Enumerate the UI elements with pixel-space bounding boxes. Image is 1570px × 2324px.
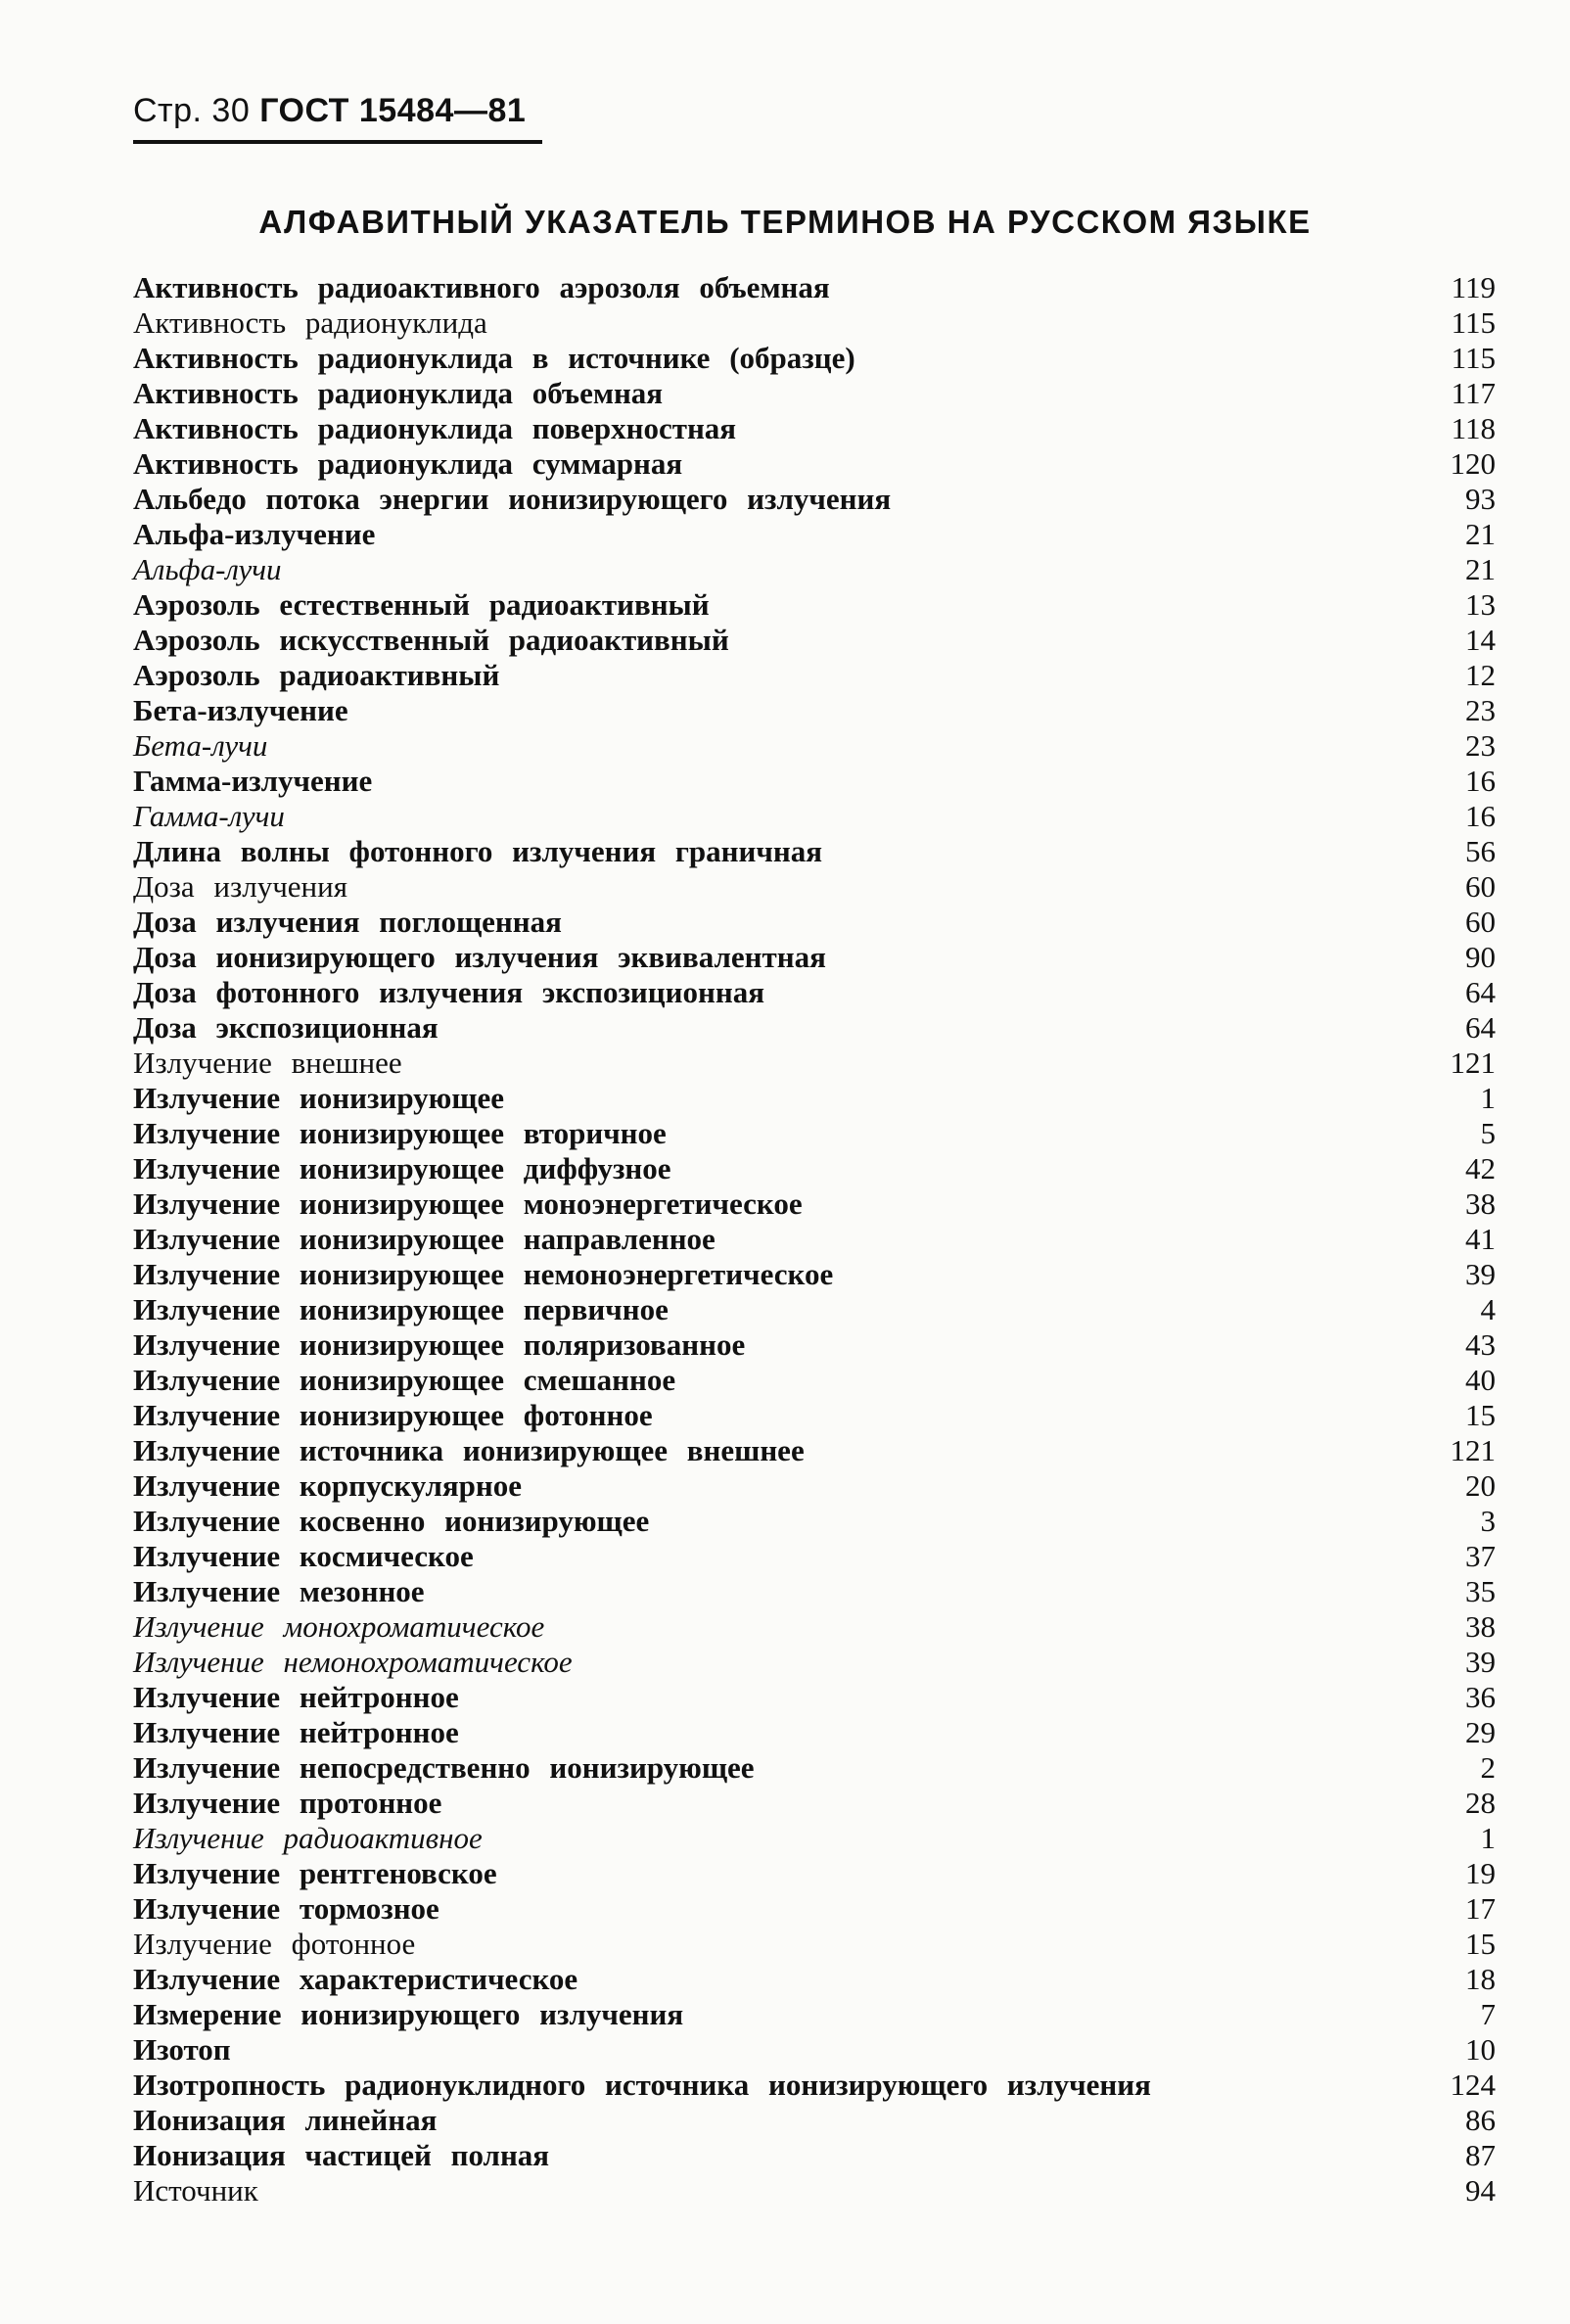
index-entry — [133, 1116, 1496, 1151]
index-term-number: 37 — [1465, 1539, 1496, 1573]
index-term-number: 38 — [1465, 1609, 1496, 1644]
index-entry — [133, 1222, 1496, 1257]
index-entry — [133, 2032, 1496, 2068]
index-term: Излучение мезонное — [133, 1574, 425, 1608]
index-term-number: 28 — [1465, 1786, 1496, 1820]
index-term: Доза фотонного излучения экспозиционная — [133, 975, 765, 1009]
index-term: Аэрозоль искусственный радиоактивный — [133, 623, 729, 657]
index-term-number: 36 — [1465, 1680, 1496, 1714]
index-entry — [133, 446, 1496, 482]
index-term: Излучение ионизирующее немоноэнергетическое — [133, 1257, 834, 1291]
page-number: Стр. 30 — [133, 92, 251, 129]
index-term: Ионизация частицей полная — [133, 2138, 550, 2172]
index-term: Излучение ионизирующее — [133, 1081, 505, 1115]
index-term: Альфа-излучение — [133, 517, 376, 551]
index-term-number: 18 — [1465, 1962, 1496, 1996]
index-term: Аэрозоль естественный радиоактивный — [133, 587, 710, 622]
index-term-number: 124 — [1450, 2068, 1496, 2102]
index-entry — [133, 1257, 1496, 1292]
index-entry — [133, 1363, 1496, 1398]
index-term: Альбедо потока энергии ионизирующего излучения — [133, 482, 892, 516]
index-term-number: 119 — [1451, 270, 1496, 304]
index-term-number: 13 — [1465, 587, 1496, 622]
index-term: Доза ионизирующего излучения эквивалентная — [133, 940, 826, 974]
index-term-number: 5 — [1480, 1116, 1496, 1150]
index-term-number: 20 — [1465, 1468, 1496, 1503]
index-term-number: 21 — [1465, 552, 1496, 586]
index-term: Доза излучения — [133, 869, 347, 904]
index-term: Доза экспозиционная — [133, 1010, 439, 1045]
index-term-number: 3 — [1480, 1504, 1496, 1538]
index-entry — [133, 1821, 1496, 1856]
index-term: Альфа-лучи — [133, 552, 282, 586]
index-entry — [133, 1645, 1496, 1680]
index-term: Излучение ионизирующее смешанное — [133, 1363, 676, 1397]
index-term: Активность радионуклида поверхностная — [133, 411, 737, 445]
index-term-number: 21 — [1465, 517, 1496, 551]
index-entry — [133, 1186, 1496, 1222]
index-term-number: 64 — [1465, 1010, 1496, 1045]
index-term: Ионизация линейная — [133, 2103, 438, 2137]
index-entry — [133, 1010, 1496, 1046]
index-entry — [133, 2138, 1496, 2173]
index-entry — [133, 1468, 1496, 1504]
index-entry — [133, 270, 1496, 305]
index-entry — [133, 1786, 1496, 1821]
index-term-number: 41 — [1465, 1222, 1496, 1256]
index-term: Гамма-излучение — [133, 764, 373, 798]
index-term: Активность радионуклида объемная — [133, 376, 664, 410]
index-term: Излучение космическое — [133, 1539, 474, 1573]
index-term: Бета-лучи — [133, 728, 268, 763]
index-term: Излучение внешнее — [133, 1046, 402, 1080]
index-term: Излучение источника ионизирующее внешнее — [133, 1433, 805, 1467]
index-term-number: 40 — [1465, 1363, 1496, 1397]
index-entry — [133, 2103, 1496, 2138]
index-term-number: 121 — [1450, 1046, 1496, 1080]
index-entry — [133, 1151, 1496, 1186]
index-term: Излучение тормозное — [133, 1891, 439, 1926]
index-entry — [133, 1504, 1496, 1539]
index-term-number: 94 — [1465, 2173, 1496, 2208]
index-entry — [133, 1962, 1496, 1997]
index-entry — [133, 552, 1496, 587]
index-term-number: 17 — [1465, 1891, 1496, 1926]
index-entry — [133, 517, 1496, 552]
index-entry — [133, 376, 1496, 411]
index-entry — [133, 1856, 1496, 1891]
index-term: Излучение ионизирующее направленное — [133, 1222, 716, 1256]
index-term-number: 121 — [1450, 1433, 1496, 1467]
index-entry — [133, 1927, 1496, 1962]
index-entry — [133, 1574, 1496, 1609]
index-entry — [133, 482, 1496, 517]
index-entry — [133, 1046, 1496, 1081]
index-term: Излучение немонохроматическое — [133, 1645, 573, 1679]
index-term: Гамма-лучи — [133, 799, 285, 833]
index-term-number: 1 — [1480, 1081, 1496, 1115]
index-term: Активность радиоактивного аэрозоля объемная — [133, 270, 830, 304]
index-entry — [133, 1292, 1496, 1327]
index-term: Излучение монохроматическое — [133, 1609, 545, 1644]
index-term: Активность радионуклида — [133, 305, 487, 340]
index-term-number: 23 — [1465, 728, 1496, 763]
index-entry — [133, 834, 1496, 869]
index-entry — [133, 2068, 1496, 2103]
index-entry — [133, 1680, 1496, 1715]
page-title: АЛФАВИТНЫЙ УКАЗАТЕЛЬ ТЕРМИНОВ НА РУССКОМ ЯЗЫКЕ — [258, 204, 1312, 240]
index-entry — [133, 693, 1496, 728]
index-term-number: 118 — [1451, 411, 1496, 445]
index-term: Изотропность радионуклидного источника ионизирующего излучения — [133, 2068, 1151, 2102]
index-term-number: 16 — [1465, 764, 1496, 798]
index-term-number: 10 — [1465, 2032, 1496, 2067]
index-term: Излучение характеристическое — [133, 1962, 578, 1996]
index-term: Излучение ионизирующее моноэнергетическое — [133, 1186, 803, 1221]
index-term-number: 43 — [1465, 1327, 1496, 1362]
index-entry — [133, 2173, 1496, 2208]
index-term-number: 15 — [1465, 1927, 1496, 1961]
index-term: Излучение корпускулярное — [133, 1468, 522, 1503]
index-term: Излучение нейтронное — [133, 1715, 459, 1749]
index-entry — [133, 1539, 1496, 1574]
index-entry — [133, 1715, 1496, 1750]
index-term: Активность радионуклида суммарная — [133, 446, 683, 481]
index-term: Измерение ионизирующего излучения — [133, 1997, 684, 2031]
index-term-number: 42 — [1465, 1151, 1496, 1185]
index-entry — [133, 658, 1496, 693]
index-entry — [133, 1750, 1496, 1786]
index-entry — [133, 764, 1496, 799]
index-entry — [133, 305, 1496, 341]
index-entry — [133, 341, 1496, 376]
index-term: Изотоп — [133, 2032, 231, 2067]
index-term-number: 90 — [1465, 940, 1496, 974]
index-term-number: 64 — [1465, 975, 1496, 1009]
index-term-number: 2 — [1480, 1750, 1496, 1785]
index-term: Аэрозоль радиоактивный — [133, 658, 500, 692]
index-term: Излучение непосредственно ионизирующее — [133, 1750, 755, 1785]
index-entry — [133, 905, 1496, 940]
index-term: Доза излучения поглощенная — [133, 905, 562, 939]
index-entry — [133, 1081, 1496, 1116]
index-term-number: 23 — [1465, 693, 1496, 727]
index-term: Бета-излучение — [133, 693, 348, 727]
index-term-number: 93 — [1465, 482, 1496, 516]
index-entry — [133, 587, 1496, 623]
page-header — [133, 92, 542, 144]
index-term-number: 60 — [1465, 905, 1496, 939]
index-term: Излучение ионизирующее диффузное — [133, 1151, 671, 1185]
index-term: Длина волны фотонного излучения граничная — [133, 834, 823, 868]
term-index-list — [133, 270, 1496, 2208]
index-term-number: 38 — [1465, 1186, 1496, 1221]
index-term-number: 39 — [1465, 1645, 1496, 1679]
index-term-number: 19 — [1465, 1856, 1496, 1890]
index-term: Излучение косвенно ионизирующее — [133, 1504, 650, 1538]
index-term-number: 117 — [1451, 376, 1496, 410]
index-term-number: 60 — [1465, 869, 1496, 904]
index-term: Излучение ионизирующее поляризованное — [133, 1327, 746, 1362]
index-term: Активность радионуклида в источнике (образце) — [133, 341, 855, 375]
index-entry — [133, 975, 1496, 1010]
index-term-number: 35 — [1465, 1574, 1496, 1608]
index-term: Излучение ионизирующее вторичное — [133, 1116, 667, 1150]
index-term-number: 14 — [1465, 623, 1496, 657]
index-entry — [133, 869, 1496, 905]
standard-designation: ГОСТ 15484—81 — [259, 92, 527, 129]
index-term-number: 87 — [1465, 2138, 1496, 2172]
index-entry — [133, 1997, 1496, 2032]
index-term-number: 7 — [1480, 1997, 1496, 2031]
index-term-number: 115 — [1451, 341, 1496, 375]
index-term-number: 39 — [1465, 1257, 1496, 1291]
index-entry — [133, 1609, 1496, 1645]
index-term-number: 115 — [1451, 305, 1496, 340]
index-term: Излучение фотонное — [133, 1927, 416, 1961]
index-entry — [133, 728, 1496, 764]
index-term-number: 120 — [1450, 446, 1496, 481]
index-term-number: 4 — [1480, 1292, 1496, 1326]
index-entry — [133, 799, 1496, 834]
index-term-number: 16 — [1465, 799, 1496, 833]
index-term: Излучение протонное — [133, 1786, 442, 1820]
index-term: Источник — [133, 2173, 258, 2208]
index-term-number: 15 — [1465, 1398, 1496, 1432]
index-term: Излучение радиоактивное — [133, 1821, 483, 1855]
index-entry — [133, 623, 1496, 658]
index-entry — [133, 1891, 1496, 1927]
index-term-number: 1 — [1480, 1821, 1496, 1855]
index-entry — [133, 1398, 1496, 1433]
index-entry — [133, 940, 1496, 975]
index-term: Излучение рентгеновское — [133, 1856, 497, 1890]
index-entry — [133, 1433, 1496, 1468]
index-term: Излучение ионизирующее фотонное — [133, 1398, 653, 1432]
index-entry — [133, 411, 1496, 446]
index-term-number: 29 — [1465, 1715, 1496, 1749]
index-term-number: 86 — [1465, 2103, 1496, 2137]
index-entry — [133, 1327, 1496, 1363]
index-term: Излучение ионизирующее первичное — [133, 1292, 669, 1326]
index-term-number: 56 — [1465, 834, 1496, 868]
index-term: Излучение нейтронное — [133, 1680, 459, 1714]
index-term-number: 12 — [1465, 658, 1496, 692]
